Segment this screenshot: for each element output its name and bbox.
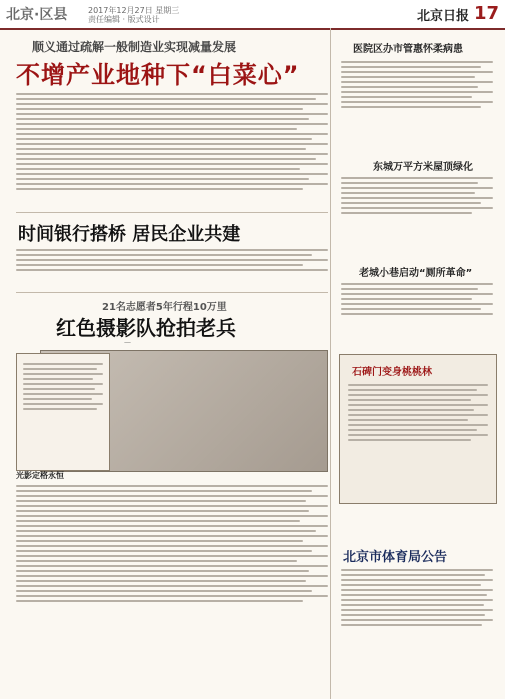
third-headline: 红色摄影队抢拍老兵	[56, 316, 236, 340]
photo-caption: 光影定格永恒	[16, 471, 64, 480]
section-label: 北京·区县	[6, 7, 68, 23]
right-h4: 石碑门变身桃桃林	[352, 367, 432, 378]
right-body-2	[341, 174, 493, 259]
right-h2: 东城万平方米屋顶绿化	[373, 162, 473, 173]
column-separator	[330, 28, 331, 699]
date-line-1: 2017年12月27日 星期三	[88, 6, 180, 15]
third-body	[16, 482, 328, 692]
right-body-5	[341, 566, 493, 686]
lead-subhead: 顺义通过疏解一般制造业实现减量发展	[32, 40, 237, 54]
photo-inset	[16, 353, 110, 471]
page-header	[0, 0, 505, 30]
right-body-1	[341, 58, 493, 148]
second-headline: 时间银行搭桥 居民企业共建	[18, 224, 241, 245]
right-h1: 医院区办市管惠怀柔病患	[353, 44, 463, 55]
right-h3: 老城小巷启动“厕所革命”	[359, 268, 473, 279]
divider	[16, 212, 328, 213]
page-number: 17	[473, 3, 499, 24]
third-subhead: 21名志愿者5年行程10万里	[102, 302, 227, 313]
lead-headline: 不增产业地种下“白菜心”	[16, 61, 300, 89]
brand-logo: 北京日报	[416, 9, 469, 24]
right-body-3	[341, 280, 493, 350]
date-line-2: 责任编辑 · 版式设计	[88, 15, 160, 24]
second-body	[16, 246, 328, 288]
date-meta	[88, 6, 179, 24]
right-box	[339, 354, 497, 504]
third-byline: —	[124, 338, 131, 346]
divider	[16, 292, 328, 293]
lead-body	[16, 90, 328, 210]
right-column	[333, 28, 501, 699]
right-box-body	[348, 381, 488, 493]
right-h5: 北京市体育局公告	[343, 550, 448, 565]
